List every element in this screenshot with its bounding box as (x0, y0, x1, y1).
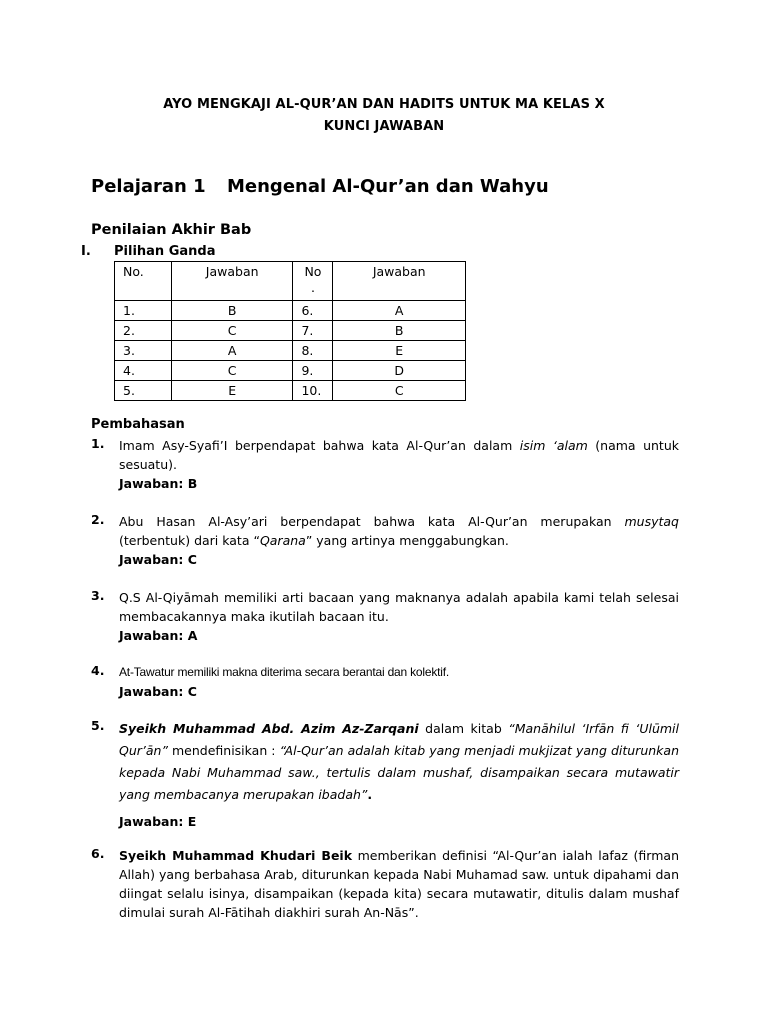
item-number: 3. (91, 588, 105, 603)
table-header-row (115, 262, 466, 301)
table-cell: 4. (115, 361, 172, 381)
table-cell: 8. (293, 341, 333, 361)
document-title: AYO MENGKAJI AL-QUR’AN DAN HADITS UNTUK MA KELAS X (163, 97, 605, 112)
table-cell: C (171, 321, 293, 341)
table-row (115, 361, 466, 381)
section-roman-numeral: I. (81, 244, 91, 259)
discussion-item-4 (91, 663, 679, 701)
table-row (115, 301, 466, 321)
text-run: mendefinisikan : (167, 743, 280, 758)
table-header-cell: No. (115, 262, 172, 301)
table-cell: E (333, 341, 466, 361)
item-text (119, 512, 679, 550)
item-number: 6. (91, 846, 105, 861)
discussion-item-1 (91, 436, 679, 493)
italic-term: isim ‘alam (519, 438, 588, 453)
item-number: 5. (91, 718, 105, 733)
item-answer: Jawaban: C (119, 552, 197, 567)
table-header-cell: Jawaban (171, 262, 293, 301)
table-cell: 2. (115, 321, 172, 341)
lesson-label: Pelajaran 1 (91, 176, 206, 197)
text-run: . (367, 787, 373, 802)
text-run: (nama untuk sesuatu). (119, 438, 679, 472)
section-subtitle: Pilihan Ganda (114, 244, 216, 259)
document-subtitle: KUNCI JAWABAN (323, 119, 445, 134)
table-cell: 7. (293, 321, 333, 341)
table-cell: C (333, 381, 466, 401)
table-cell: B (333, 321, 466, 341)
table-cell: 1. (115, 301, 172, 321)
lesson-title: Mengenal Al-Qur’an dan Wahyu (227, 176, 549, 197)
book-title: “Manāhilul ‘Irfān fi ‘Ulūmil Qur’ān” (119, 721, 679, 758)
item-text (119, 718, 679, 806)
table-cell: 3. (115, 341, 172, 361)
text-run: ” yang artinya menggabungkan. (305, 533, 509, 548)
discussion-title: Pembahasan (91, 417, 185, 432)
text-run: dalam kitab (418, 721, 509, 736)
item-number: 1. (91, 436, 105, 451)
discussion-item-6 (91, 846, 679, 922)
author-name: Syeikh Muhammad Khudari Beik (119, 848, 353, 863)
table-row (115, 341, 466, 361)
author-name: Syeikh Muhammad Abd. Azim Az-Zarqani (119, 721, 419, 736)
section-title: Penilaian Akhir Bab (91, 222, 252, 238)
table-cell: E (171, 381, 293, 401)
table-cell: D (333, 361, 466, 381)
table-header-cell (293, 262, 333, 301)
quoted-definition: “Al-Qur’an adalah kitab yang menjadi mukjizat yang diturunkan kepada Nabi Muhammad saw., tertulis dalam mushaf, disampaikan secara mutawatir yang membacanya merupakan ibadah” (119, 743, 679, 802)
text-run: Imam Asy-Syafi’I berpendapat bahwa kata Al-Qur’an dalam (119, 438, 520, 453)
table-cell: A (333, 301, 466, 321)
table-cell: B (171, 301, 293, 321)
table-cell: 9. (293, 361, 333, 381)
table-row (115, 321, 466, 341)
item-answer: Jawaban: B (119, 476, 198, 491)
discussion-item-3 (91, 588, 679, 645)
table-header-cell: Jawaban (333, 262, 466, 301)
item-number: 4. (91, 663, 105, 678)
discussion-item-2 (91, 512, 679, 569)
item-text: Q.S Al-Qiyāmah memiliki arti bacaan yang maknanya adalah apabila kami telah selesai membacakannya maka ikutilah bacaan itu. (119, 590, 679, 624)
item-answer: Jawaban: C (119, 684, 197, 699)
table-cell: 10. (293, 381, 333, 401)
answer-key-table (114, 261, 466, 401)
item-answer: Jawaban: A (119, 628, 198, 643)
text-run: (terbentuk) dari kata “ (119, 533, 260, 548)
item-text (119, 846, 679, 922)
discussion-item-5 (91, 718, 679, 831)
item-number: 2. (91, 512, 105, 527)
item-text (119, 436, 679, 474)
text-run: memberikan definisi “Al-Qur’an ialah lafaz (firman Allah) yang berbahasa Arab, diturunkan kepada Nabi Muhamad saw. untuk dipahami dan diingat selalu isinya, disampaikan (kepada kita) secara mutawatir, ditulis dalam mushaf dimulai surah Al-Fātihah diakhiri surah An-Nās”. (119, 848, 679, 920)
table-header-text: No . (304, 264, 322, 295)
item-text: At-Tawatur memiliki makna diterima secara berantai dan kolektif. (119, 665, 450, 679)
text-run: Abu Hasan Al-Asy’ari berpendapat bahwa kata Al-Qur’an merupakan (119, 514, 625, 529)
table-cell: 6. (293, 301, 333, 321)
table-cell: 5. (115, 381, 172, 401)
italic-term: Qarana (259, 533, 306, 548)
italic-term: musytaq (624, 514, 679, 529)
table-cell: A (171, 341, 293, 361)
table-row (115, 381, 466, 401)
table-cell: C (171, 361, 293, 381)
item-answer: Jawaban: E (119, 814, 197, 829)
